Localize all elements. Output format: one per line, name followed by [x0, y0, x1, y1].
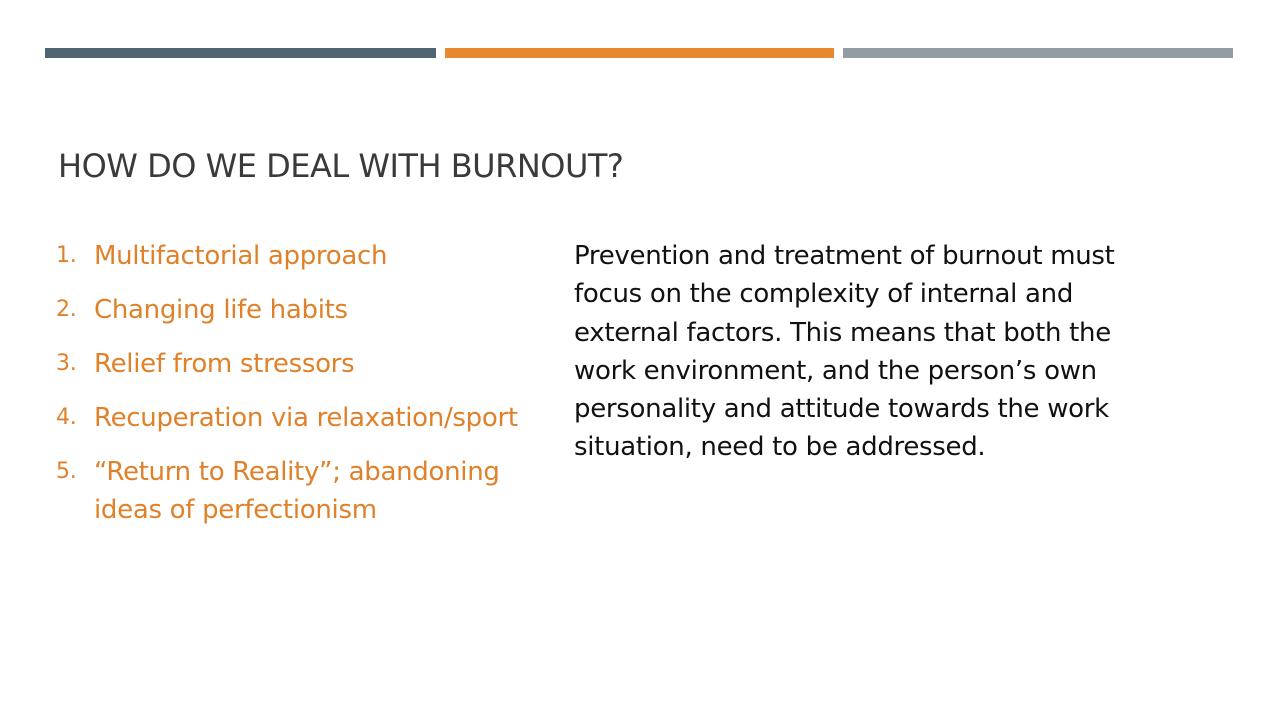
list-item [56, 453, 546, 529]
list-item-text: Multifactorial approach [94, 241, 388, 271]
list-item-number: 4. [56, 405, 77, 430]
list-item [56, 345, 546, 383]
list-item-text: Recuperation via relaxation/sport [94, 403, 518, 433]
list-item-number: 2. [56, 297, 77, 322]
list-item-text: “Return to Reality”; abandoning ideas of perfectionism [94, 457, 500, 525]
list-item [56, 291, 546, 329]
list-item [56, 399, 546, 437]
list-item-number: 5. [56, 459, 77, 484]
accent-bar-gray [843, 48, 1233, 58]
list-item [56, 237, 546, 275]
slide-title: HOW DO WE DEAL WITH BURNOUT? [58, 147, 624, 185]
body-paragraph: Prevention and treatment of burnout must focus on the complexity of internal and external factors. This means that both the work environment, and the person’s own personality and attitude towards the work situation, need to be addressed. [574, 241, 1115, 463]
steps-list [56, 237, 546, 545]
accent-bar-orange [445, 48, 834, 58]
list-item-text: Relief from stressors [94, 349, 355, 379]
list-item-number: 1. [56, 243, 77, 268]
accent-bar-dark [45, 48, 436, 58]
list-item-number: 3. [56, 351, 77, 376]
list-item-text: Changing life habits [94, 295, 348, 325]
